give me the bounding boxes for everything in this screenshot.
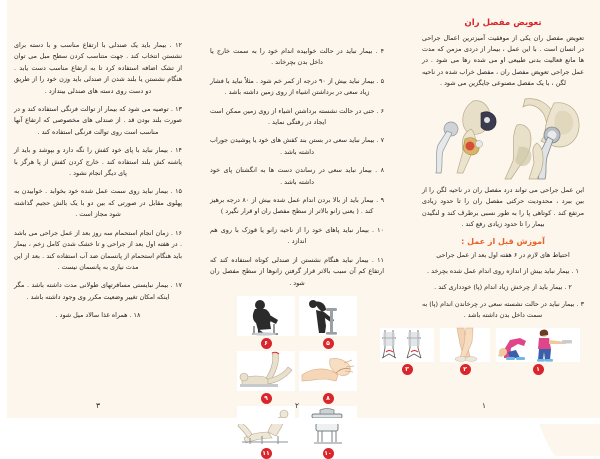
instruction-item-9: ۹ . بیمار باید از بالا بردن اندام عمل شده بیش از ۸۰ درجه برهیز کند . ( یعنی زانو بالاتر از سطح مفصل ران او قرار نگیرد ) <box>210 196 384 216</box>
figure-crossed-legs <box>440 328 490 375</box>
figure-image <box>299 351 357 391</box>
figure-number: ۱ <box>533 364 544 375</box>
figure-image <box>237 351 295 391</box>
figure-image <box>237 406 295 446</box>
instruction-item-18: ۱۸ . همراه غذا سالاد میل شود . <box>55 311 141 320</box>
page-number-2: ۲ <box>295 401 299 410</box>
hip-joint-prosthesis-illustration <box>422 95 584 181</box>
figure-reaching-toes <box>299 351 357 404</box>
figure-number: ۱۱ <box>262 449 270 457</box>
figure-image <box>299 296 357 336</box>
instruction-item-2: ۲ . بیمار باید از چرخش زیاد اندام (پا) خودداری کند . <box>434 283 572 292</box>
figure-number: ۳ <box>402 364 413 375</box>
instruction-item-5: ۵ . بیمار نباید بیش از ۹۰ درجه از کمر خم شود . مثلاً نباید با فشار زیاد سعی در برداشتن اشیاء از روی زمین داشته باشد . <box>210 76 384 97</box>
page-edge-left <box>0 0 7 424</box>
figure-number: ۸ <box>323 393 334 404</box>
instruction-item-12: ۱۲ . بیمار باید یک صندلی با ارتفاع مناسب و با دسته برای نشستن انتخاب کند . جهت متناسب کردن سطح مبل می توان از تشک اضافه استفاده کرد تا به ارتفاع مناسب دست یابد . هنگام نشستن یا بلند شدن از صندلی باید وزن خود را از طریق دو دست روی دسته های صندلی بیندازد . <box>14 41 182 95</box>
figure-number: ۱۰ <box>324 449 332 457</box>
instruction-item-8: ۸ . بیمار نباید سعی در رساندن دست ها به انگشتان پای خود داشته باشد . <box>210 166 384 186</box>
panel-page-1 <box>398 0 600 424</box>
page-title: تعویض مفصل ران <box>464 18 542 28</box>
instruction-item-15: ۱۵ . بیمار نباید روی سمت عمل شده خود بخوابد . خوابیدن به پهلوی مقابل در صورتی که بین دو با یک بالش حجیم گذاشته شود مجاز است . <box>14 187 182 219</box>
section-title-preop: آموزش قبل از عمل : <box>461 236 545 246</box>
instruction-item-4: ۴ . بیمار نباید در حالت خوابیده اندام خود را به سمت خارج یا داخل بدن بچرخاند . <box>210 47 384 67</box>
instruction-item-6: ۶ . حتی در حالت نشسته برداشتن اشیاء از روی زمین ممکن است ایجاد در رفتگی نماید . <box>210 106 384 127</box>
figure-number: ۹ <box>261 393 272 404</box>
figure-image <box>440 328 490 362</box>
section-lead-preop: احتیاط های لازم در ۶ هفته اول بعد از عمل جراحی <box>436 250 570 259</box>
figure-image <box>496 328 580 362</box>
figure-toilet-seat-raiser <box>299 406 357 459</box>
figure-image <box>237 296 295 336</box>
figure-bending-with-support <box>299 296 357 349</box>
instruction-item-13: ۱۳ . توصیه می شود که بیمار از توالت فرنگی استفاده کند و در صورت بلند بودن قد . از صندلی های مخصوصی که ارتفاع آنها مناسب است روی توالت فرنگی استفاده کند . <box>14 105 182 136</box>
figure-image <box>299 406 357 446</box>
instruction-item-17: ۱۷ . بیمار نبایستی مسافرتهای طولانی مدت داشته باشد . مگر اینکه امکان تغییر وضعیت مکرر وی وجود داشته باشد . <box>14 281 182 301</box>
instruction-item-1: ۱ . بیمار نباید بیش از اندازه روی اندام عمل شده بچرخد . <box>427 267 579 276</box>
figure-number: ۲ <box>460 364 471 375</box>
figure-lying-leg-raise <box>237 351 295 404</box>
figure-strip-page-1 <box>405 328 584 375</box>
instruction-item-7: ۷ . بیمار نباید سعی در بستن بند کفش های خود یا پوشیدن جوراب داشته باشد . <box>210 136 384 156</box>
figure-grid-page-2 <box>210 296 384 459</box>
intro-paragraph: تعویض مفصل ران یکی از موفقیت آمیزترین اعمال جراحی در انسان است . با این عمل ، بیمار از دردی مزمن که مدت ها مانع فعالیت بدنی طبیعی او می شده رها می شود . در عمل جراحی تعویض مفصل ران ، مفصل خراب شده در ناحیه لگن ، با یک مفصل مصنوعی جایگزین می شود . <box>422 34 584 87</box>
instruction-item-14: ۱۴ . بیمار نباید با پای خود کفش را نگه دارد و بپوشد و باید از پاشنه کش بلند استفاده کند . خارج کردن کفش از پا هرگز با پای دیگر انجام نشود . <box>14 146 182 178</box>
panel-page-2 <box>196 0 398 457</box>
page-number-3: ۳ <box>96 401 100 410</box>
page-number-1: ۱ <box>482 401 486 410</box>
panel-page-3 <box>0 0 196 424</box>
instruction-item-16: ۱۶ . زمان انجام استحمام سه روز بعد از عمل جراحی می باشد . در هفته اول بعد از جراحی و تا خشک شدن کامل زخم ، بیمار باید هنگام استحمام از پانسمان ضد آب استفاده کند . بعد از این مدت نیازی به پانسمان نیست . <box>14 228 182 271</box>
instruction-item-10: ۱۰ . بیمار نباید پاهای خود را از ناحیه زانو یا قوزک با روی هم اندازد . <box>210 225 384 246</box>
figure-reclined-leg-position <box>237 406 295 459</box>
page-edge-bottom <box>0 418 600 424</box>
figure-number: ۵ <box>323 338 334 349</box>
benefit-paragraph: این عمل جراحی می تواند درد مفصل ران در ناحیه لگن را از بین ببرد ، محدودیت حرکتی مفصل ران را تا حدود زیادی مرتفع کند . کوتاهی پا را به طور نسبی برطرف کند و لنگیدن بیمار را تا حدود زیادی رفع کند . <box>422 186 584 229</box>
instruction-item-3: ۳ . بیمار نباید در حالت نشسته سعی در چرخاندن اندام (پا) به سمت داخل بدن داشته باشد . <box>422 299 584 320</box>
instruction-item-11: ۱۱ . بیمار نباید هنگام نشستن از صندلی کوتاه استفاده کند که ارتفاع کم آن سبب بالاتر قرار گرفتن زانوها از سطح مفصل ران شود . <box>210 255 384 287</box>
figure-number: ۶ <box>261 338 272 349</box>
figure-bending-forward <box>496 328 580 375</box>
figure-sitting-low-chair <box>237 296 295 349</box>
